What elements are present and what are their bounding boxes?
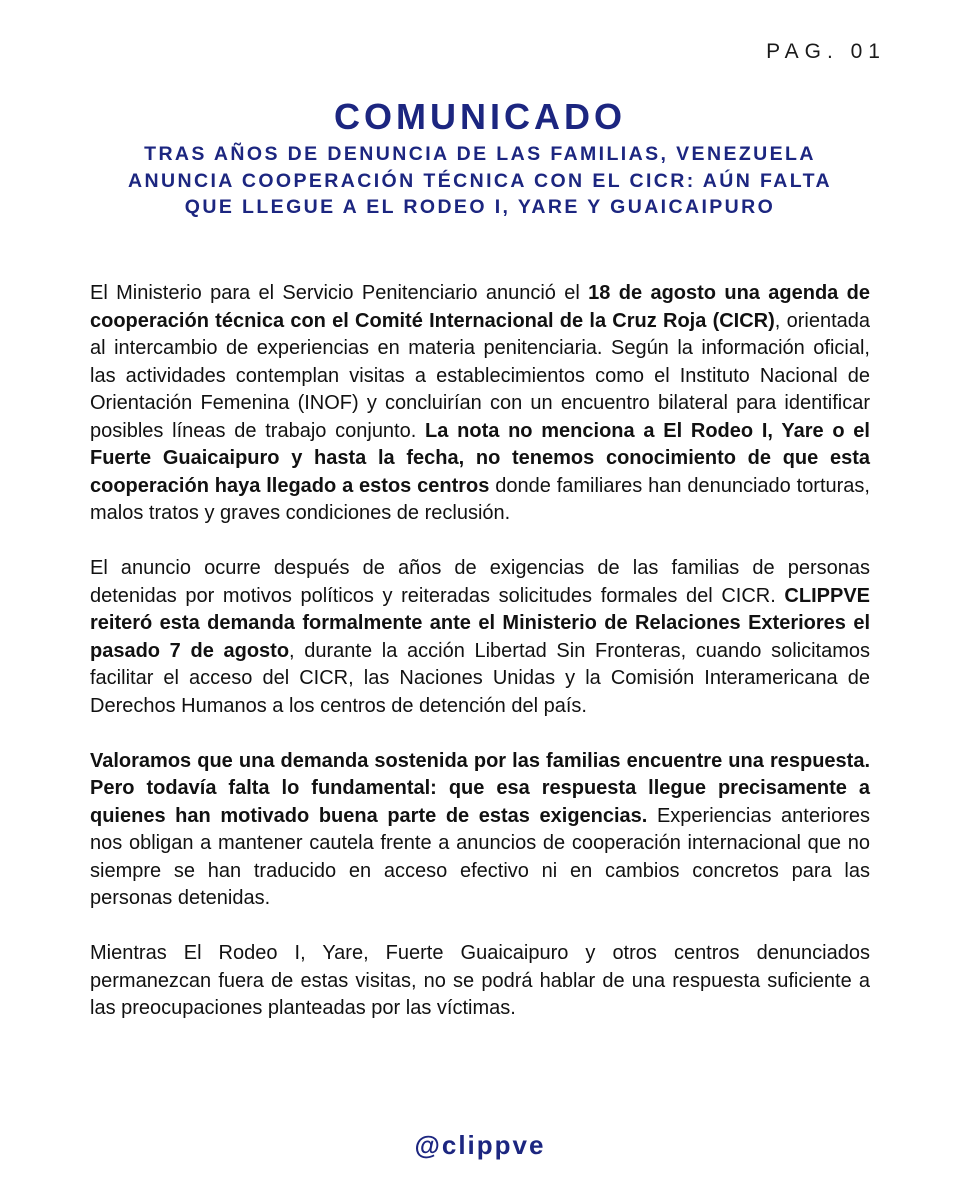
- paragraph-1: [90, 280, 870, 528]
- paragraph-3-text: Experiencias anteriores nos obligan a mantener cautela frente a anuncios de cooperación internacional que no siempre se han traducido en acceso efectivo ni en cambios concretos para las personas detenidas.: [90, 804, 870, 909]
- paragraph-2-bold: CLIPPVE reiteró esta demanda formalmente ante el Ministerio de Relaciones Exteriores el pasado 7 de agosto: [90, 584, 870, 662]
- paragraph-2: [90, 555, 870, 720]
- paragraph-1-bold: La nota no menciona a El Rodeo I, Yare o el Fuerte Guaicaipuro y hasta la fecha, no tenemos conocimiento de que esta cooperación haya llegado a estos centros: [90, 419, 870, 497]
- page-subtitle: TRAS AÑOS DE DENUNCIA DE LAS FAMILIAS, VENEZUELA ANUNCIA COOPERACIÓN TÉCNICA CON EL CICR: AÚN FALTA QUE LLEGUE A EL RODEO I, YARE Y GUAICAIPURO: [128, 143, 832, 218]
- page-title: COMUNICADO: [334, 96, 626, 137]
- paragraph-3-bold: Valoramos que una demanda sostenida por las familias encuentre una respuesta. Pero todavía falta lo fundamental: que esa respuesta llegue precisamente a quienes han motivado buena parte de estas exigencias.: [90, 749, 870, 827]
- communique-body: [90, 280, 870, 1050]
- paragraph-2-text: , durante la acción Libertad Sin Fronteras, cuando solicitamos facilitar el acceso del CICR, las Naciones Unidas y la Comisión Interamericana de Derechos Humanos a los centros de detención del país.: [90, 639, 870, 717]
- paragraph-1-text: donde familiares han denunciado torturas, malos tratos y graves condiciones de reclusión.: [90, 474, 870, 524]
- paragraph-1-text: El Ministerio para el Servicio Penitenciario anunció el: [90, 282, 589, 304]
- paragraph-4: [90, 940, 870, 1023]
- paragraph-4-text: Mientras El Rodeo I, Yare, Fuerte Guaicaipuro y otros centros denunciados permanezcan fuera de estas visitas, no se podrá hablar de una respuesta suficiente a las preocupaciones planteadas por las víctimas.: [90, 942, 870, 1019]
- paragraph-3: [90, 748, 870, 913]
- page-number: PAG. 01: [766, 40, 886, 63]
- paragraph-1-text: , orientada al intercambio de experiencias en materia penitenciaria. Según la información oficial, las actividades contemplan visitas a establecimientos como el Instituto Nacional de Orientación Femenina (INOF) y concluirían con un encuentro bilateral para identificar posibles líneas de trabajo conjunto.: [90, 309, 870, 442]
- social-handle: @clippve: [414, 1130, 546, 1160]
- paragraph-2-text: El anuncio ocurre después de años de exigencias de las familias de personas detenidas por motivos políticos y reiteradas solicitudes formales del CICR.: [90, 557, 870, 607]
- paragraph-1-bold: 18 de agosto una agenda de cooperación técnica con el Comité Internacional de la Cruz Roja (CICR): [90, 282, 870, 332]
